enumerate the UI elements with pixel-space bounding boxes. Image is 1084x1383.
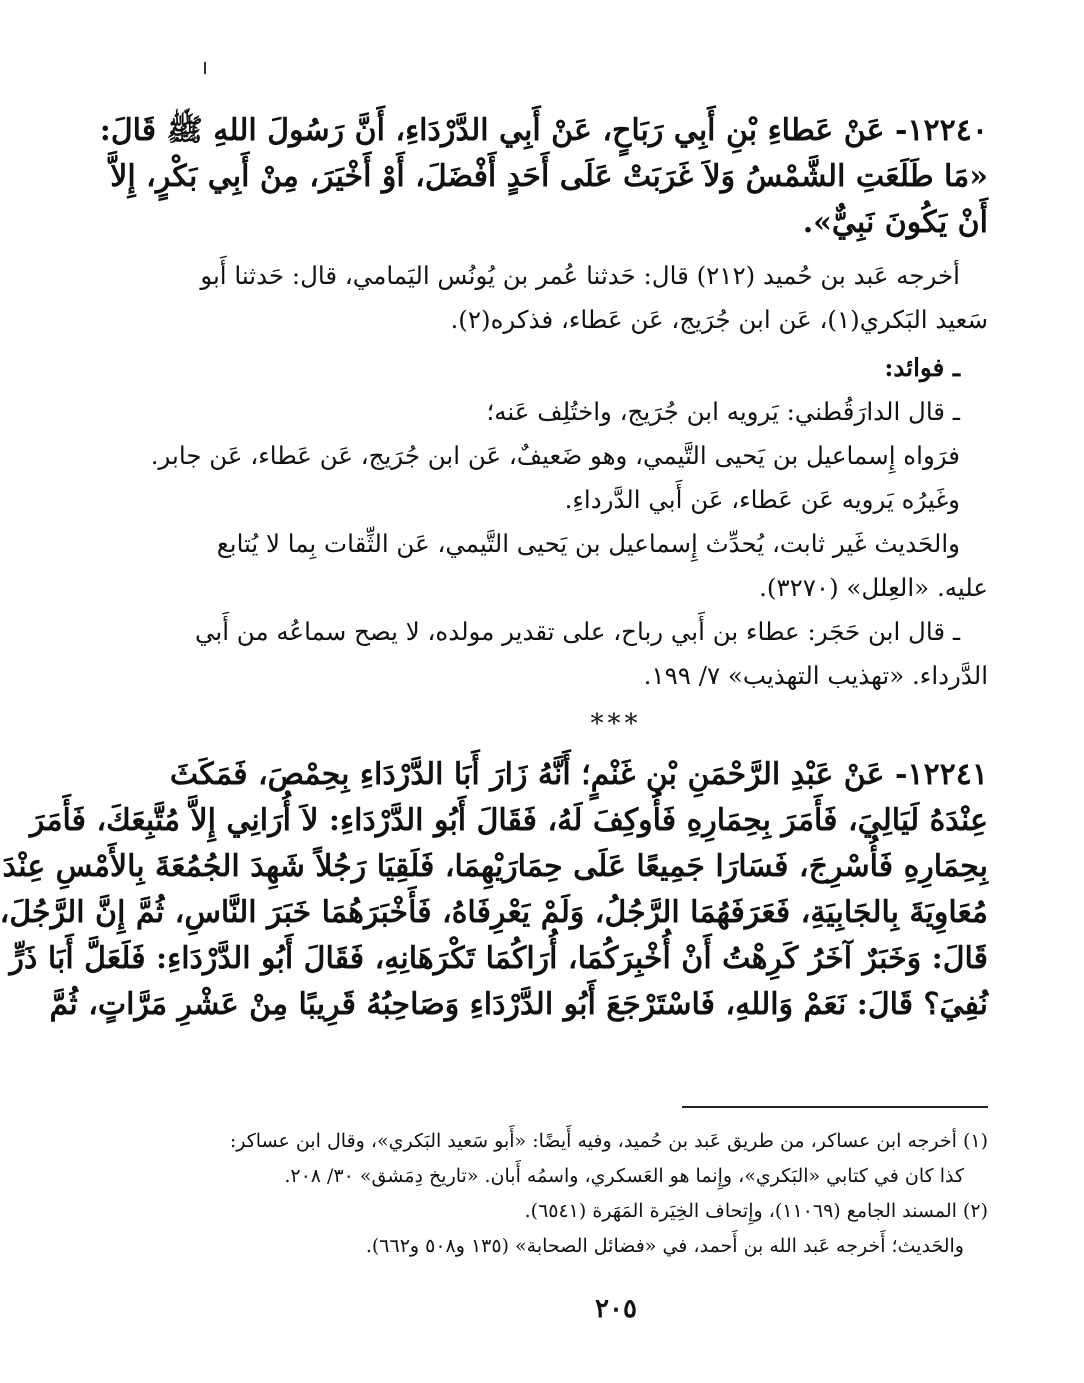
footnote-divider <box>682 1106 988 1108</box>
hadith-line: بِحِمَارِهِ فَأُسْرِجَ، فَسَارَا جَمِيعًا عَلَى حِمَارَيْهِمَا، فَلَقِيَا رَجُلاً شَهِدَ الجُمُعَةَ بِالأَمْسِ عِنْدَ <box>2 849 988 884</box>
hadith-12240 <box>99 108 988 246</box>
ibn-hajar-line: ـ قال ابن حَجَر: عطاء بن أَبي رباح، على تقدير مولده، لا يصح سماعُه من أَبي <box>194 617 960 646</box>
footnotes <box>229 1124 988 1264</box>
hadith-line: ١٢٢٤٠- عَنْ عَطاءِ بْنِ أَبِي رَبَاحٍ، عَنْ أَبِي الدَّرْدَاءِ، أَنَّ رَسُولَ اللهِ ﷺ قَالَ: <box>99 113 988 148</box>
footnote-line: (١) أخرجه ابن عساكر، من طريق عَبد بن حُميد، وفيه أَيضًا: «أَبو سَعيد البَكري»، وقال ابن عساكر: <box>229 1130 988 1152</box>
takhrij-line: أخرجه عَبد بن حُميد (٢١٢) قال: حَدثنا عُمر بن يُونُس اليَمامي، قال: حَدثنا أَبو <box>200 261 960 290</box>
daraqutni-line: وغَيرُه يَرويه عَن عَطاء، عَن أَبي الدَّرداءِ. <box>564 485 960 514</box>
daraqutni-line: والحَديث غَير ثابت، يُحدِّث إِسماعيل بن يَحيى التَّيمي، عَن الثِّقات بِما لا يُتابع <box>216 529 960 558</box>
hadith-line: قَالَ: وَخَبَرٌ آخَرُ كَرِهْتُ أَنْ أُخْبِرَكُمَا، أُرَاكُمَا تَكْرَهَانِهِ، فَقَالَ أَبُو الدَّرْدَاءِ: فَلَعَلَّ أَبَا ذَرٍّ <box>9 941 988 976</box>
takhrij-paragraph <box>200 254 988 342</box>
hadith-line: نُفِيَ؟ قَالَ: نَعَمْ وَاللهِ، فَاسْتَرْجَعَ أَبُو الدَّرْدَاءِ وَصَاحِبُهُ قَرِيبًا مِنْ عَشْرِ مَرَّاتٍ، ثُمَّ <box>49 987 988 1022</box>
hadith-line: عِنْدَهُ لَيَالِيَ، فَأَمَرَ بِحِمَارِهِ فَأُوكِفَ لَهُ، فَقَالَ أَبُو الدَّرْدَاءِ: لاَ أُرَانِي إِلاَّ مُتَّبِعَكَ، فَأَمَرَ <box>29 803 988 838</box>
fawaid-section <box>150 346 988 698</box>
hadith-line: «مَا طَلَعَتِ الشَّمْسُ وَلاَ غَرَبَتْ عَلَى أَحَدٍ أَفْضَلَ، أَوْ أَخْيَرَ، مِنْ أَبِي بَكْرٍ، إِلاَّ <box>110 159 988 194</box>
fawaid-heading: ـ فوائد: <box>884 353 960 382</box>
footnote-line: والحَديث؛ أَخرجه عَبد الله بن أَحمد، في «فضائل الصحابة» (١٣٥ و٥٠٨ و٦٦٢). <box>365 1235 964 1257</box>
hadith-line: ١٢٢٤١- عَنْ عَبْدِ الرَّحْمَنِ بْنِ غَنْمٍ؛ أَنَّهُ زَارَ أَبَا الدَّرْدَاءِ بِحِمْصَ، فَمَكَثَ <box>169 757 988 792</box>
footnote-line: كذا كان في كتابي «البَكري»، وإِنما هو العَسكري، واسمُه أَبان. «تاريخ دِمَشق» ٣٠/ ٢٠٨. <box>284 1165 964 1187</box>
hadith-12241 <box>0 752 988 1028</box>
margin-mark <box>204 62 206 74</box>
page-number: ٢٠٥ <box>595 1294 637 1324</box>
hadith-line: أَنْ يَكُونَ نَبِيٌّ». <box>802 205 988 240</box>
footnote-line: (٢) المسند الجامع (١١٠٦٩)، وإِتحاف الخِيَرة المَهَرة (٦٥٤١). <box>524 1200 988 1222</box>
daraqutni-line: فرَواه إِسماعيل بن يَحيى التَّيمي، وهو ضَعيفٌ، عَن ابن جُرَيج، عَن عَطاء، عَن جابر. <box>150 441 960 470</box>
daraqutni-line: ـ قال الدارَقُطني: يَرويه ابن جُرَيج، واختُلِف عَنه؛ <box>486 397 960 426</box>
daraqutni-line: عليه. «العِلل» (٣٢٧٠). <box>759 573 988 602</box>
hadith-line: مُعَاوِيَةَ بِالجَابِيَةِ، فَعَرَفَهُمَا الرَّجُلُ، وَلَمْ يَعْرِفَاهُ، فَأَخْبَرَهُمَا خَبَرَ النَّاسِ، ثُمَّ إِنَّ الرَّجُلَ، <box>0 895 988 930</box>
section-separator: *** <box>590 709 642 739</box>
main-text <box>0 108 988 1028</box>
takhrij-line: سَعيد البَكري(١)، عَن ابن جُرَيج، عَن عَطاء، فذكره(٢). <box>450 305 988 334</box>
ibn-hajar-line: الدَّرداء. «تهذيب التهذيب» ٧/ ١٩٩. <box>643 661 988 690</box>
